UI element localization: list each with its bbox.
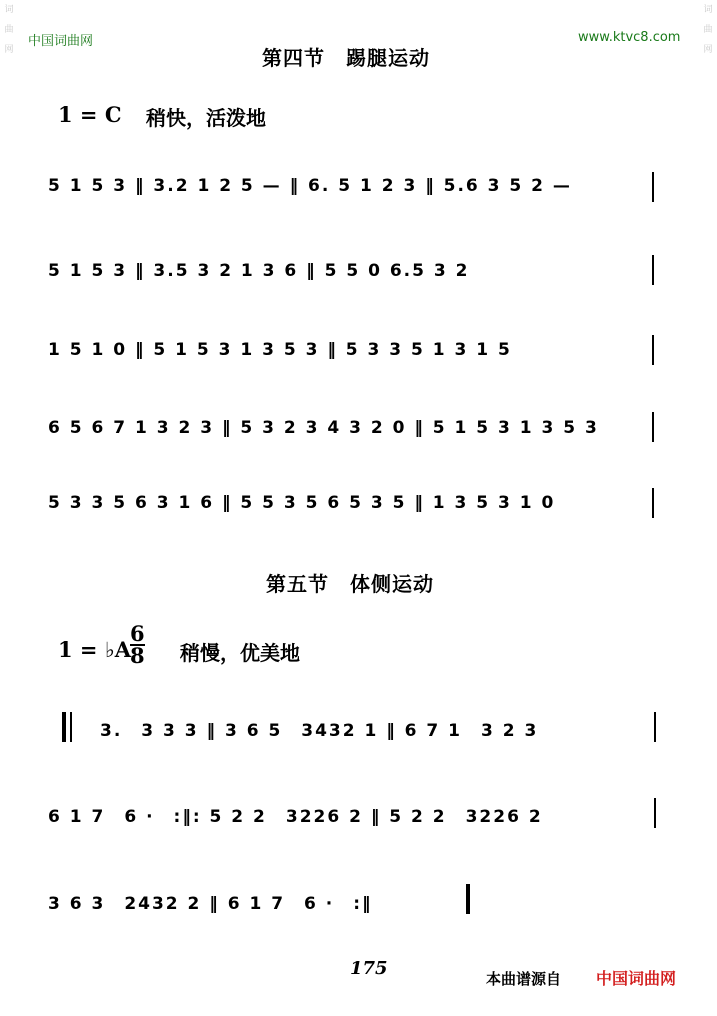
barline [654, 712, 656, 742]
final-repeat-bar [466, 884, 470, 914]
right-watermark: 词 曲 网 [703, 5, 713, 55]
barline [652, 172, 654, 202]
source-label: 本曲谱源自 [486, 970, 562, 988]
brand-left[interactable]: 中国词曲网 [28, 34, 94, 49]
score-line-5-3: 3 6 3 2432 2 ‖ 6 1 7 6 · :‖ [48, 894, 373, 914]
barline [652, 488, 654, 518]
left-watermark: 词 曲 网 [4, 5, 14, 55]
score-line-4-3: 1 5 1 0 ‖ 5 1 5 3 1 3 5 3 ‖ 5 3 3 5 1 3 1 5 [48, 340, 512, 360]
section5-tempo: 稍慢，优美地 [180, 641, 300, 665]
barline [652, 255, 654, 285]
repeat-start-bar [62, 712, 66, 742]
brand-url[interactable]: www.ktvc8.com [578, 30, 681, 45]
score-line-4-2: 5 1 5 3 ‖ 3.5 3 2 1 3 6 ‖ 5 5 0 6.5 3 2 [48, 261, 470, 281]
barline [654, 798, 656, 828]
score-line-4-4: 6 5 6 7 1 3 2 3 ‖ 5 3 2 3 4 3 2 0 ‖ 5 1 5 3 1 3 5 3 [48, 418, 599, 438]
source-site[interactable]: 中国词曲网 [596, 969, 677, 988]
repeat-start-bar-thin [70, 712, 72, 742]
score-line-4-1: 5 1 5 3 ‖ 3.2 1 2 5 — ‖ 6. 5 1 2 3 ‖ 5.6 3 5 2 — [48, 176, 572, 196]
section5-title: 第五节 体侧运动 [266, 572, 434, 596]
time-numerator: 6 [130, 621, 145, 646]
section4-title: 第四节 踢腿运动 [262, 46, 430, 70]
score-line-4-5: 5 3 3 5 6 3 1 6 ‖ 5 5 3 5 6 5 3 5 ‖ 1 3 5 3 1 0 [48, 493, 556, 513]
section4-tempo: 稍快，活泼地 [146, 106, 266, 130]
page-number: 175 [350, 958, 388, 979]
section5-key: 1 = ♭A [58, 637, 132, 662]
barline [652, 412, 654, 442]
time-signature [130, 621, 145, 668]
section4-key: 1 = C [58, 102, 122, 127]
score-line-5-1: 3. 3 3 3 ‖ 3 6 5 3432 1 ‖ 6 7 1 3 2 3 [100, 721, 539, 741]
score-line-5-2: 6 1 7 6 · :‖: 5 2 2 3226 2 ‖ 5 2 2 3226 2 [48, 807, 543, 827]
time-denominator: 8 [130, 643, 145, 668]
barline [652, 335, 654, 365]
